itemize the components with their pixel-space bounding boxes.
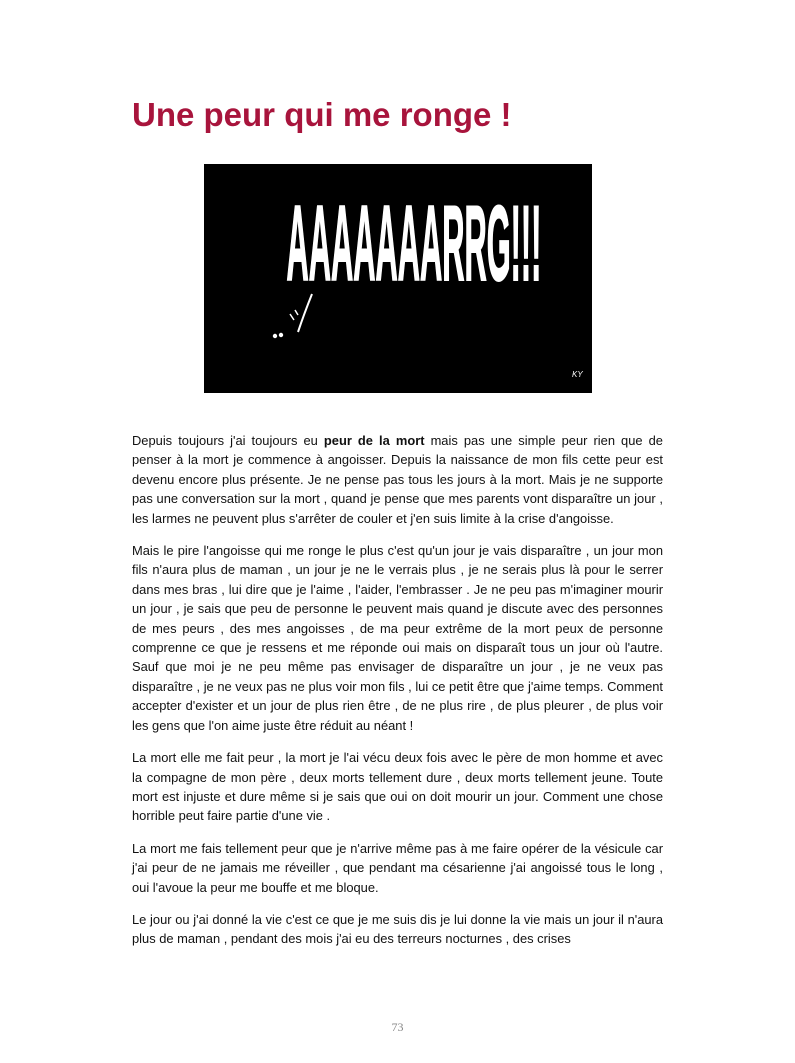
eye-left bbox=[273, 334, 277, 338]
emphasis-text: peur de la mort bbox=[323, 433, 425, 448]
page-title: Une peur qui me ronge ! bbox=[132, 96, 512, 133]
paragraph-4: La mort me fais tellement peur que je n'arrive même pas à me faire opérer de la vésicule car j'ai peur de ne jamais me réveiller , que pendant ma césarienne j'ai angoissé tous le long , oui l'avoue la peur me bouffe et me bloque. bbox=[132, 840, 663, 895]
scream-lettering bbox=[287, 184, 542, 304]
page-number: 73 bbox=[391, 1020, 404, 1034]
paragraph-3: La mort elle me fait peur , la mort je l'ai vécu deux fois avec le père de mon homme et avec la compagne de mon père , deux morts tellement dure , deux morts tellement jeune. Toute mort est injuste et dure même si je sais que oui on doit mourir un jour. Comment une chose horrible peut faire partie d'une vie . bbox=[132, 750, 663, 824]
article-body bbox=[132, 431, 663, 962]
eye-right bbox=[279, 333, 283, 337]
paragraph-5: Le jour ou j'ai donné la vie c'est ce que je me suis dis je lui donne la vie mais un jour il n'aura plus de maman , pendant des mois j'ai eu des terreurs nocturnes , des crises bbox=[132, 911, 663, 947]
scream-cartoon bbox=[204, 164, 592, 393]
paragraph-2: Mais le pire l'angoisse qui me ronge le plus c'est qu'un jour je vais disparaître , un jour mon fils n'aura plus de maman , un jour je ne le verrais plus , je ne serais plus là pour le serrer dans mes bras , lui dire que je l'aime , l'aider, l'embrasser . Je ne peu pas m'imaginer mourir un jour , je sais que peu de personne le peuvent mais quand je discute avec des personnes de mes peurs , des mes angoisses , de ma peur extrême de la mort peux de personne comprenne ce que je ressens et me réponde oui mais on disparaît tous un jour où l'autre. Sauf que moi je ne peu même pas envisager de disparaître un jour , je ne veux pas disparaître , je ne veux pas ne plus voir mon fils , lui ce petit être que j'aime temps. Comment accepter d'exister et un jour de plus rien être , de ne plus rire , de plus pleurer , de plus voir les gens que l'on aime juste être réduit au néant ! bbox=[132, 543, 663, 733]
artist-signature: KY bbox=[572, 370, 583, 379]
paragraph-1: Depuis toujours j'ai toujours eu peur de la mort mais pas une simple peur rien que de penser à la mort je commence à angoisser. Depuis la naissance de mon fils cette peur est devenu encore plus présente. Je ne pense pas tous les jours à la mort. Mais je ne supporte pas une conversation sur la mort , quand je pense que mes parents vont disparaître un jour , les larmes ne peuvent plus s'arrêter de couler et j'en suis limite à la crise d'angoisse. bbox=[132, 433, 663, 526]
scream-text: AAAAAAARRG!!! bbox=[286, 183, 542, 304]
